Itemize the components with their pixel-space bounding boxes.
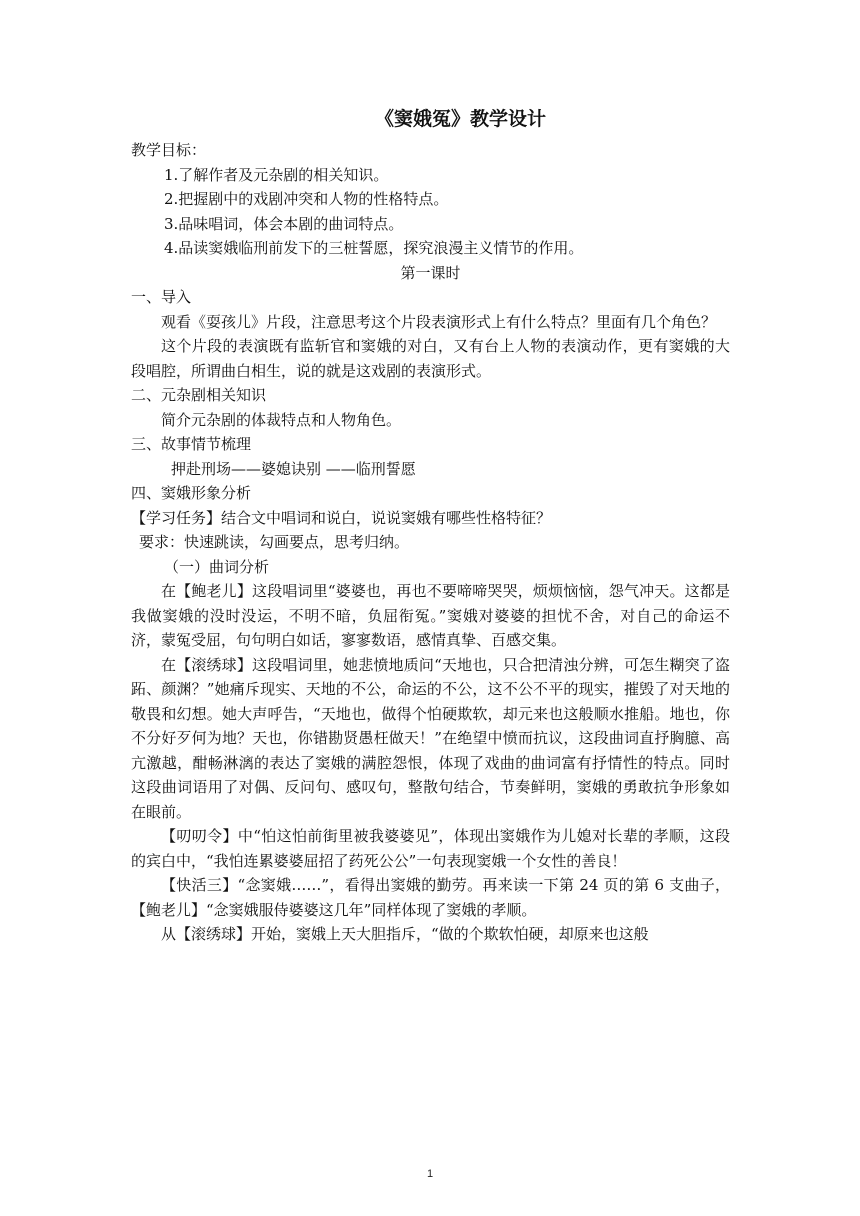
objective-item: 3.品味唱词，体会本剧的曲词特点。 [164, 214, 404, 233]
objective-item: 2.把握剧中的戏剧冲突和人物的性格特点。 [164, 190, 449, 208]
section-heading: 四、窦娥形象分析 [131, 484, 252, 502]
section-heading: 一、导入 [131, 288, 192, 306]
paragraph: 在【滚绣球】这段唱词里，她悲愤地质问“天地也，只合把清浊分辨，可怎生糊突了盗跖、颜渊？”她痛斥现实、天地的不公，命运的不公，这不公不平的现实，摧毁了对天地的敬畏和幻想。她大声呼告，“天地也，做得个怕硬欺软，却元来也这般顺水推船。地也，你不分好歹何为地？天也，你错勘贤愚枉做天！”在绝望中愤而抗议，这段曲词直抒胸臆、高亢激越，酣畅淋漓的表达了窦娥的满腔怨恨，体现了戏曲的曲词富有抒情性的特点。同时这段曲词语用了对偶、反问句、感叹句，整散句结合，节奏鲜明，窦娥的勇敢抗争形象如在眼前。 [131, 655, 730, 821]
document-body [131, 104, 730, 947]
objective-item: 1.了解作者及元杂剧的相关知识。 [164, 165, 389, 184]
subsection-heading: （一）曲词分析 [164, 557, 270, 576]
learning-task: 【学习任务】结合文中唱词和说白，说说窦娥有哪些性格特征？ [131, 508, 552, 527]
objectives-heading: 教学目标： [131, 141, 207, 159]
paragraph: 这个片段的表演既有监斩官和窦娥的对白，又有台上人物的表演动作，更有窦娥的大段唱腔，所谓曲白相生，说的就是这戏剧的表演形式。 [131, 337, 730, 380]
paragraph: 【叨叨令】中“怕这怕前街里被我婆婆见”，体现出窦娥作为儿媳对长辈的孝顺，这段的宾白中，“我怕连累婆婆屈招了药死公公”一句表现窦娥一个女性的善良！ [131, 827, 730, 870]
section-heading: 二、元杂剧相关知识 [131, 386, 267, 404]
paragraph: 在【鲍老儿】这段唱词里“婆婆也，再也不要啼啼哭哭，烦烦恼恼，怨气冲天。这都是我做窦娥的没时没运，不明不暗，负屈衔冤。”窦娥对婆婆的担忧不舍，对自己的命运不济，蒙冤受屈，句句明白如话，寥寥数语，感情真挚、百感交集。 [131, 582, 730, 649]
document-title: 《窦娥冤》教学设计 [374, 108, 546, 130]
plot-flow: 押赴刑场——婆媳诀别 ——临刑誓愿 [171, 459, 416, 478]
paragraph: 从【滚绣球】开始，窦娥上天大胆指斥，“做的个欺软怕硬，却原来也这般 [161, 925, 649, 943]
lesson-heading: 第一课时 [400, 263, 461, 282]
paragraph: 【快活三】“念窦娥……”，看得出窦娥的勤劳。再来读一下第 24 页的第 6 支曲子，【鲍老儿】“念窦娥服侍婆婆这几年”同样体现了窦娥的孝顺。 [131, 876, 730, 919]
section-heading: 三、故事情节梳理 [131, 435, 252, 453]
task-requirement: 要求：快速跳读，勾画要点，思考归纳。 [139, 533, 410, 551]
paragraph: 简介元杂剧的体裁特点和人物角色。 [161, 410, 402, 429]
page-number: 1 [426, 1168, 434, 1180]
objective-item: 4.品读窦娥临刑前发下的三桩誓愿，探究浪漫主义情节的作用。 [164, 239, 584, 257]
paragraph: 观看《耍孩儿》片段，注意思考这个片段表演形式上有什么特点？里面有几个角色？ [161, 312, 717, 331]
